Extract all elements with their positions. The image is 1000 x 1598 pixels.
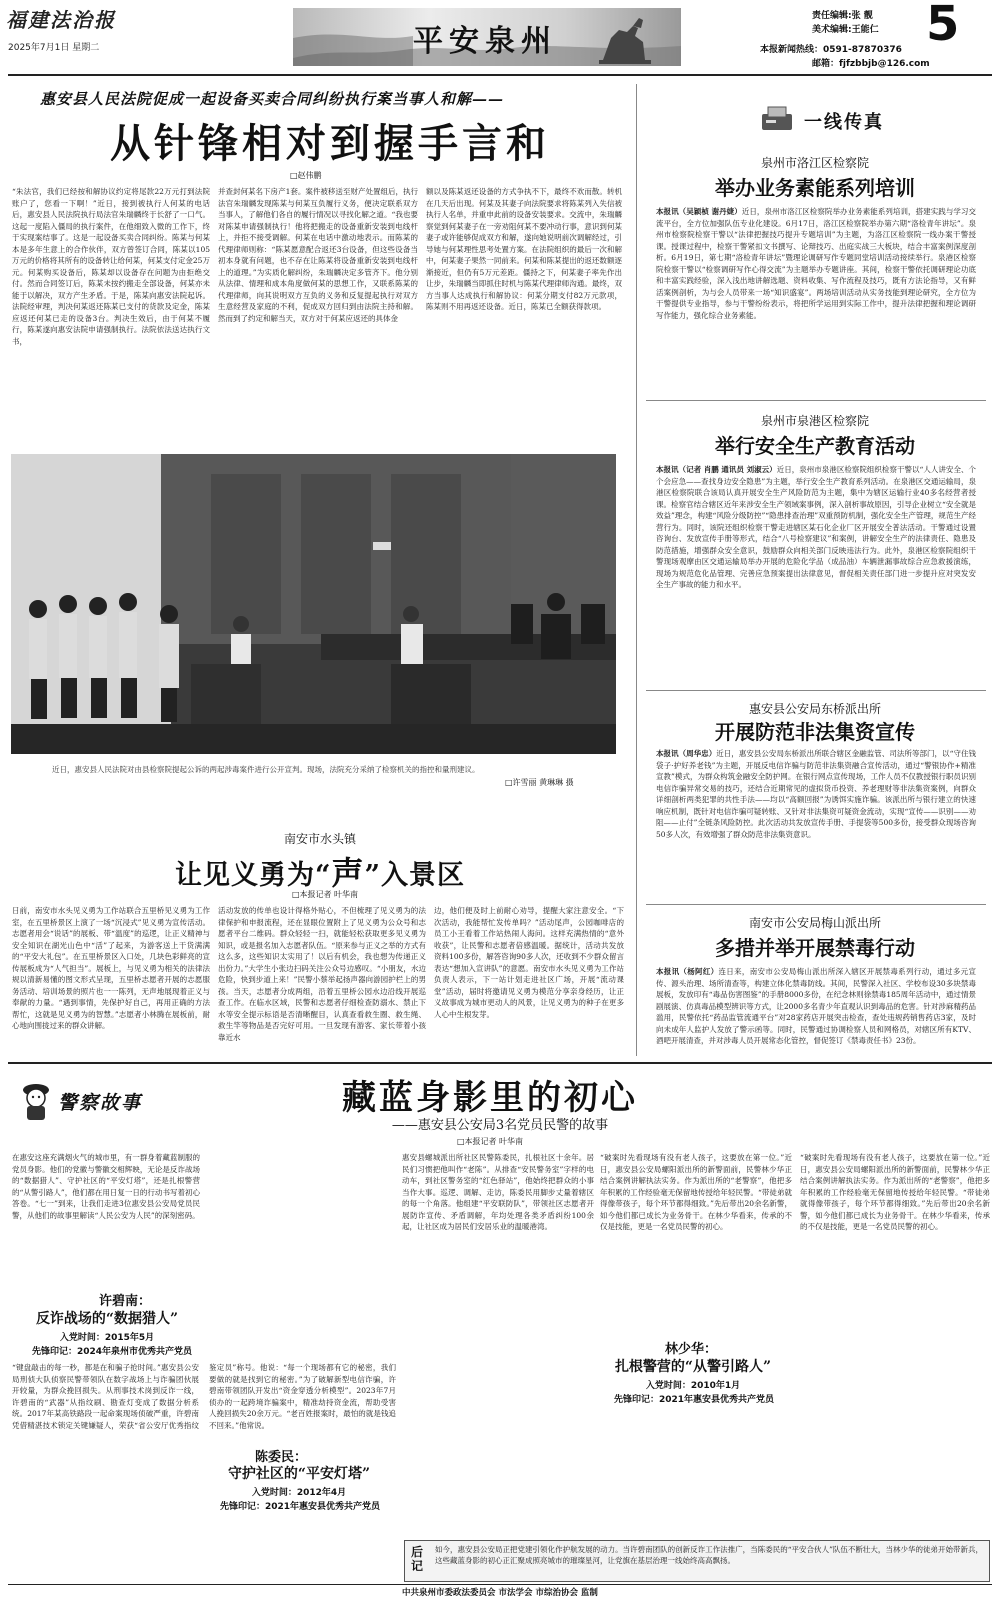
story-two-column-3: 边，他们便及时上前耐心劝导，提醒大家注意安全。“下次活动，我能帮忙发传单吗？”活动尾声，公园咖啡店的员工小王看着工作站热闹人海问。这样充满热情的“意外收获”，让民警和志愿者倍感温暖。据统计，活动共发放资料100多份，解答咨询90多人次，还收到不少群众留言表达“想加入宣讲队”的意愿。南安市水头见义勇为工作站负责人表示，下一站计划走进社区广场，开展“流动课堂”活动，届时将邀请见义勇为模范分享亲身经历，让正义故事成为城市更动人的风景，让见义勇为的种子在更多人心中生根发芽。 (434, 906, 624, 1019)
story-two-kicker: 南安市水头镇 (283, 832, 356, 846)
sidebar-item-1-kicker: 泉州市洛江区检察院 (760, 156, 869, 170)
photo-caption-text: 近日，惠安县人民法院对由县检察院提起公诉的两起涉毒案件进行公开宣判。现场，法院充分采纳了检察机关的指控和量刑建议。 (52, 765, 480, 774)
sidebar-item-1-headline: 举办业务素能系列培训 (715, 176, 915, 200)
section-banner (293, 8, 681, 66)
sidebar-item-3-body (656, 748, 976, 894)
feature-intro: 在惠安这座充满烟火气的城市里，有一群身着藏蓝制服的党员身影。他们的党徽与警徽交相辉映，无论是反诈战场的“数据猎人”、守护社区的“平安灯塔”，还是扎根警营的“从警引路人”，他们都在用日复一日的行动书写着初心答卷。“七一”到来，让我们走进3位惠安县公安局党员民警，从他们的故事里解读“人民公安为人民”的深刻密码。 (12, 1153, 200, 1220)
sidebar-divider (636, 84, 637, 1056)
paper-logo (6, 4, 118, 32)
profile-2-body: 惠安县螺城派出所社区民警陈委民，扎根社区十余年。居民们习惯把他叫作“老陈”。从排查“安民警务室”字样的电动车，到社区警务室的“红色驿站”，他始终把群众的小事当作大事。巡逻、调解、走访，陈委民用脚步丈量着辖区的每一个角落。他组建“平安联防队”，带领社区志愿者开展防诈宣传、矛盾调解，年均处理各类矛盾纠纷100余起，让社区成为居民们安居乐业的温暖港湾。 (402, 1153, 594, 1231)
sidebar-header (760, 104, 900, 134)
paper-name: 福建法治报 (6, 8, 116, 32)
photo-credit: □许雪丽 黄琳琳 摄 (505, 778, 574, 787)
main-story-byline: □赵伟鹏 (290, 171, 322, 180)
sidebar-section-title: 一线传真 (804, 112, 884, 133)
story-two-byline: □本报记者 叶华南 (291, 890, 359, 899)
feature-subheadline: ——惠安县公安局3名党员民警的故事 (391, 1118, 609, 1133)
profile-3-title: 扎根警营的“从警引路人” (614, 1359, 772, 1375)
footer-credit: 中共泉州市委政法委员会 市法学会 市综治协会 监制 (402, 1588, 598, 1598)
profile-3-honor: 先锋印记：2021年惠安县优秀共产党员 (613, 1395, 775, 1405)
profile-3-body: “破案时先看现场有没有老人孩子，这要放在第一位。”近日，惠安县公安局螺阳派出所的新警面前，民警林少华正结合案例讲解执法实务。作为派出所的“老警察”，他把多年积累的工作经验毫无保留地传授给年轻民警。“带徒弟就得像带孩子，每个环节都得细致。”先后带出20余名新警，如今他们都已成长为业务骨干。在林少华看来，传承的不仅是技能，更是一名党员民警的初心。 (600, 1153, 792, 1231)
afterword-text: 如今，惠安县公安局正把党建引领化作护航发展的动力。当许碧南团队的创新反诈工作法推广，当陈委民的“平安合伙人”队伍不断壮大，当林少华的徒弟开始带新兵，这些藏蓝身影的初心正汇聚成照亮城市的璀璨星河，让党旗在基层治理一线始终高高飘扬。 (435, 1545, 983, 1565)
fax-icon (760, 104, 798, 134)
profile-2-title: 守护社区的“平安灯塔” (227, 1466, 371, 1482)
masthead-rule (8, 74, 992, 76)
sidebar-item-2-headline: 举行安全生产教育活动 (715, 434, 915, 458)
sidebar-item-4-text: 连日来，南安市公安局梅山派出所深入辖区开展禁毒系列行动，通过多元宣传、源头治理、场所清查等，构建立体化禁毒防线。其间，民警深入社区、学校布设30多块禁毒展板，发放印有“毒品伤害图鉴”的手册8000多份，在纪念林则徐禁毒185周年活动中，通过情景剧展演、仿真毒品模型辨识等方式，让2000多名青少年直观认识到毒品的危害。针对涉麻精药品滥用，民警依托“药品监管流通平台”对28家药店开展突击检查，查处违规药销售药店3家，及时向未成年人监护人发放了警示函等。同时，民警通过协调检察人员和网格员，对辖区所有KTV、酒吧开展清查，并对涉毒人员开展常态化管控，督促签订《禁毒责任书》23份。 (656, 967, 976, 1045)
courtroom-photo (11, 454, 616, 754)
main-story-column-1: “朱法官，我们已经按和解协议约定将尾款22万元打到法院账户了，您看一下啊！”近日，接到被执行人何某的电话后，惠安县人民法院执行局法官朱瑞麟终于长舒了一口气。这起一度陷入僵局的执行案件，在他细致入微的工作下，终于实现案结事了。这是一起设备买卖合同纠纷。陈某与何某本是多年生意上的合作伙伴，双方曾签订合同，陈某以105万元的价格将其所有的设备转让给何某，何某支付定金25万元。何某购买设备后，陈某却以设备存在问题为由拒绝交付。然而合同签订后，陈某未按约搬走全部设备，何某亦未能于以解决，双方产生矛盾。于是，陈某向惠安法院起诉。法院经审理，判决何某返还陈某已支付的货款及定金，陈某应返还何某已走的设备3台。判决生效后，由于何某不履行，陈某遂向惠安法院申请强制执行。法院依法送达执行文书， (12, 187, 210, 346)
police-mascot-icon (18, 1080, 58, 1122)
main-story-headline: 从针锋相对到握手言和 (110, 120, 550, 167)
story-two-headline-accent: 声 (331, 854, 365, 892)
profile-1-join-date: 入党时间：2015年5月 (59, 1333, 155, 1343)
main-story-kicker: 惠安县人民法院促成一起设备买卖合同纠纷执行案当事人和解—— (40, 90, 505, 108)
sidebar-item-3-headline: 开展防范非法集资宣传 (715, 720, 915, 744)
profile-1-honor: 先锋印记：2024年泉州市优秀共产党员 (31, 1347, 193, 1357)
profile-3-join-date: 入党时间：2010年1月 (645, 1381, 741, 1391)
profile-1-title: 反诈战场的“数据猎人” (35, 1311, 179, 1327)
story-two-headline-part2: ”入景区 (364, 860, 466, 891)
sidebar-item-3-lead: 本报讯（周华忠） (656, 749, 717, 758)
profile-1-name: 许碧南： (98, 1294, 151, 1309)
sidebar-item-3-kicker: 惠安县公安局东桥派出所 (748, 702, 881, 716)
sidebar-item-1-text: 近日，泉州市洛江区检察院举办业务素能系列培训，搭建实践与学习交流平台，全方位加强队伍专业化建设。6月17日，洛江区检察院举办第六期“洛检青年讲坛”。泉州市检察院检察干警以“法律把握技巧提升专题培训”为主题，为洛江区检察院一线办案干警授课。授课过程中，检察干警紧扣文书撰写、论辩技巧、出庭实战三大板块，结合丰富案例深度剖析。6月19日，第七期“洛检青年讲坛”暨理论调研写作专题同堂培训活动接续举行。泉港区检察院检察干警以“检察调研写作心得交流”为主题举办专题讲座。其间，检察干警依托调研理论功底和丰富实践经验，深入浅出地讲解选题、资料收集、写作流程及技巧，既有方法论指导，又有鲜活案例剖析，为与会人员带来一场“知识盛宴”。两场培训活动从实务技能到理论研究，全方位为干警提供专业指导，参与干警纷纷表示，将把所学运用到实际工作中，提升法律把握和理论调研写作能力，强化综合业务素能。 (656, 207, 976, 320)
main-story-column-2: 并查封何某名下房产1套。案件被移送至财产处置组后，执行法官朱瑞麟发现陈某与何某互负履行义务，便决定联系双方当事人，了解他们各自的履行情况以寻找化解之道。“我也要对陈某申请强制执行！他将把搬走的设备重新安装到电线杆上，并拒不接受调解。何某在电话中激动地表示。而陈某的代理律师则称：“陈某愿意配合返还3台设备，但这些设备当初本身就有问题，也不存在让陈某将设备重新安装到电线杆上的道理。”为实质化解纠纷，朱瑞麟决定多管齐下。他分别从法律、情理和成本角度做何某的思想工作，又联系陈某的代理律师，向其说明双方互负的义务和反复提起执行对双方生意经营及家庭的不利，促成双方回归到由法院主持和解。然而到了约定和解当天，双方对于何某应返还的具体金 (218, 187, 418, 323)
profile-2-honor: 先锋印记：2021年惠安县优秀共产党员 (219, 1502, 381, 1512)
art-editor-credit: 美术编辑:王能仁 (812, 25, 879, 35)
issue-date: 2025年7月1日 星期二 (8, 43, 100, 53)
sidebar-item-2-lead: 本报讯（记者 肖鹏 通讯员 刘淑云） (656, 465, 777, 474)
footer-rule (8, 1584, 992, 1585)
afterword-label: 后记 (411, 1545, 424, 1573)
sidebar-item-2-text: 近日，泉州市泉港区检察院组织检察干警以“人人讲安全、个个会应急——查找身边安全隐患”为主题，举行安全生产教育系列活动。在泉港区交通运输局，泉港区检察院联合该局认真开展安全生产风险防范为主题，集中为辖区运输行业40多名经营者授课。检察官结合辖区近年来涉安全生产领域案事例，深入剖析事故原因，引导企业树立“安全就是效益”理念，构建“风险分级防控”“隐患排查治理”双重预防机制，强化安全生产管理，规范生产经营行为。同时，该院还组织检察干警走进辖区某石化企业厂区开展安全普法活动。干警通过设置咨询台、发放宣传手册等形式，结合“八号检察建议”和案例，讲解安全生产的法律责任、隐患及防范措施，增强群众安全意识，鼓励群众向相关部门反映违法行为。此外，泉港区检察院组织干警现场观摩由区交通运输局举办开展的危险化学品（成品油）车辆泄漏事故综合应急救援演练，现场为规范危化品管理、完善应急预案提出法律意见，督促相关责任部门进一步提升应对突发安全生产事故的能力和水平。 (656, 465, 976, 589)
masthead (0, 0, 1000, 74)
sidebar-item-4-lead: 本报讯（杨阿红） (656, 967, 719, 976)
sidebar-item-2-body (656, 464, 976, 680)
news-hotline: 本报新闻热线：0591-87870376 (760, 45, 902, 55)
profile-3-body-continued: “破案时先看现场有没有老人孩子，这要放在第一位。”近日，惠安县公安局螺阳派出所的新警面前，民警林少华正结合案例讲解执法实务。作为派出所的“老警察”，他把多年积累的工作经验毫无保留地传授给年轻民警。“带徒弟就得像带孩子，每个环节都得细致。”先后带出20余名新警，如今他们都已成长为业务骨干。在林少华看来，传承的不仅是技能，更是一名党员民警的初心。 (800, 1153, 990, 1231)
feature-headline: 藏蓝身影里的初心 (342, 1078, 638, 1118)
sidebar-item-1-separator (646, 400, 986, 401)
police-story-label (18, 1080, 168, 1124)
sidebar-item-4-body (656, 966, 976, 1052)
editor-credit: 责任编辑:张 靓 (812, 11, 873, 21)
story-two-column-2: 活动发放的传单也设计得格外贴心，不但梳理了见义勇为的法律保护和申报流程，还在显眼位置附上了见义勇为公众号和志愿者平台二维码。群众轻轻一扫，就能轻松获取更多见义勇为知识，或是报名加入志愿者队伍。“原来参与正义之举的方式有这么多，这些知识太实用了！以后有机会，我也想为传递正义出份力。”大学生小张边扫码关注公众号边感叹。“小朋友，水边危险，快到步道上来！”民警小蔡举起扬声器向游园护栏上的男孩。当天，志愿者分成两组，沿着五里桥公园水边沿线开展巡查工作。在临水区域，民警和志愿者仔细检查防溺水、禁止下水等安全提示标语是否清晰醒目，认真查看救生圈、救生绳、救生竿等物品是否完好可用。一旦发现有游客、家长带着小孩靠近水 (218, 906, 426, 1042)
feature-top-rule (8, 1062, 992, 1064)
feature-byline: □本报记者 叶华南 (456, 1137, 524, 1146)
profile-2-name: 陈委民： (254, 1450, 307, 1465)
sidebar-item-3-separator (646, 904, 986, 905)
profile-3-name: 林少华： (664, 1342, 717, 1357)
sidebar-item-1-body (656, 206, 976, 384)
sidebar-item-1-lead: 本报讯（吴颖桢 谢丹婕） (656, 207, 742, 216)
page-number: 5 (926, 0, 960, 52)
story-two-column-1: 日前，南安市水头见义勇为工作站联合五里桥见义勇为工作室，在五里桥景区上演了一场“沉浸式”见义勇为宣传活动。志愿者用会“说话”的展板、带“温度”的巡逻，让正义精神与安全知识在湖光山色中“活”了起来，为游客送上干货满满的“平安大礼包”。在五里桥景区入口处，几块色彩鲜亮的宣传展板成为“人气担当”。展板上，与见义勇为相关的法律法规以清新易懂的图文形式呈现，五里桥志愿者开展的志愿服务活动、培训场景的照片也一一陈列，无声地展现着正义与奉献的力量。“遇到事情，先保护好自己，再用正确的方法帮忙，这就是见义勇为的智慧。”志愿者小林腾在展板前，耐心地向围拢过来的群众讲解。 (12, 906, 210, 1030)
police-story-title: 警察故事 (58, 1092, 143, 1114)
sidebar-item-4-kicker: 南安市公安局梅山派出所 (748, 916, 881, 930)
profile-2-join-date: 入党时间：2012年4月 (251, 1488, 347, 1498)
afterword-box (404, 1540, 990, 1582)
sidebar-item-4-headline: 多措并举开展禁毒行动 (715, 936, 915, 960)
profile-1-body: “键盘敲击的每一秒，都是在和骗子抢时间。”惠安县公安局刑侦大队侦察民警带领队在数字战场上与诈骗团伙展开较量，为群众挽回损失。从刑事技术岗到反诈一线，许碧南的“武器”从指纹刷、勘查灯变成了数据分析系统。2017年某高铁路段一起命案现场侦破严重，许碧南凭借精湛技术锁定关键嫌疑人，荣获“省公安厅优秀指纹鉴定员”称号。他说：“每一个现场都有它的秘密，我们要做的就是找到它的秘密。”为了破解新型电信诈骗，许碧南带领团队开发出“资金穿透分析模型”。2023年7月侦办的一起跨境诈骗案中，精准劫持资金流，帮助受害人挽回损失20余万元。“老百姓报案时，最怕的就是钱追不回来。”他常说。 (12, 1363, 396, 1430)
story-two-headline-part1: 让见义勇为“ (174, 860, 332, 891)
sidebar-item-2-kicker: 泉州市泉港区检察院 (760, 414, 869, 428)
main-story-column-3: 额以及陈某返还设备的方式争执不下，最终不欢而散。转机在几天后出现。何某及其妻子向法院要求将陈某列入失信被执行人名单，并重申此前的设备安装要求。交流中，朱瑞麟察觉到何某妻子在一旁劝阻何某不要冲动行事，意识到何某妻子或许能够促成双方和解，遂向她说明前次调解经过，引导她与何某理性思考处置方案。在法院组织的最后一次和解中，何某妻子果然一同前来。何某和陈某提出的返还数额逐渐接近，但仍有5万元差距。僵持之下，何某妻子率先作出让步，朱瑞麟当即抓住时机与陈某代理律师沟通。最终，双方当事人达成执行和解协议：何某分期支付82万元款项，陈某则不用再返还设备。近日，陈某已全额获得款项。 (426, 187, 622, 311)
courtroom-scene-illustration (11, 454, 616, 754)
story-two-headline (120, 848, 520, 894)
sidebar-item-3-text: 近日，惠安县公安局东桥派出所联合辖区金融监管、司法所等部门，以“守住钱袋子·护好养老钱”为主题，开展反电信诈骗与防范非法集资融合宣传活动，通过“警银协作+精准宣教”模式，为群众构筑金融安全防护网。在银行网点宣传现场，工作人员不仅教授银行职员识别电信诈骗异常交易的技巧，还结合近期常见的虚拟货币投资、养老理财等非法集资案例，向群众详细剖析两类犯罪的共性手法——均以“高额回报”为诱饵实施诈骗。该派出所与银行建立的快速响应机制，既针对电信诈骗可疑转账、又针对非法集资可疑资金流动，实现“宣传——识别——劝阻——止付”全链条风险防控。此次活动共发放宣传手册、手提袋等500多份，接受群众现场咨询50多人次，有效增强了群众防范非法集资意识。 (656, 749, 976, 839)
sidebar-item-2-separator (646, 690, 986, 691)
contact-email: 邮箱：fjfzbbjb@126.com (812, 59, 930, 69)
section-title: 平安泉州 (413, 24, 557, 59)
